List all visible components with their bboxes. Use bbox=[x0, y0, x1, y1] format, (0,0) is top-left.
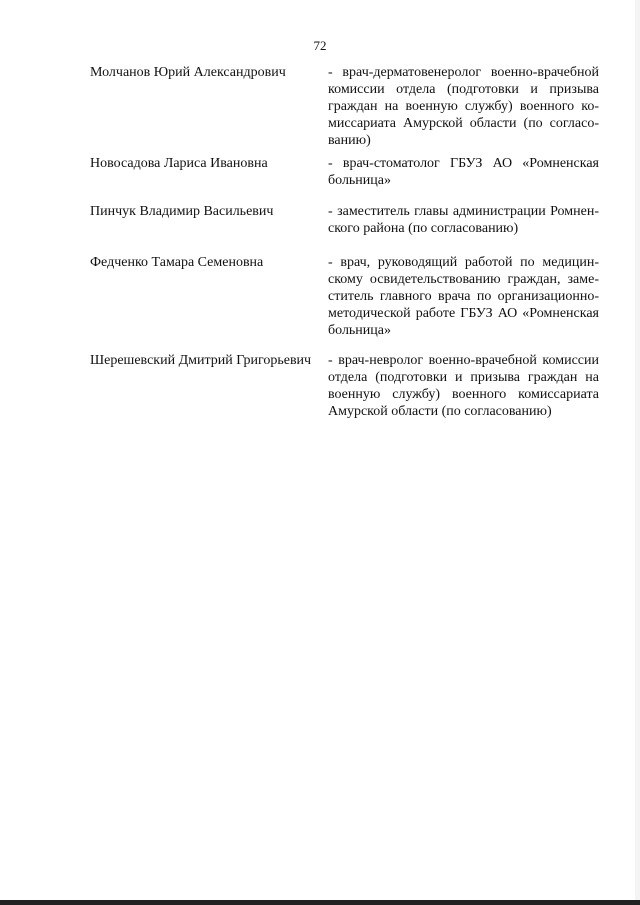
scan-edge-bottom bbox=[0, 900, 640, 905]
member-position: - врач-невролог военно-врачебной комиссии отдела (подготовки и призыва граждан на военную службу) военного комиссариата Амурской области (по согласованию) bbox=[328, 353, 599, 419]
member-position: - врач-стоматолог ГБУЗ АО «Ромненская больница» bbox=[328, 156, 599, 188]
member-name: Пинчук Владимир Васильевич bbox=[90, 204, 274, 219]
member-name: Молчанов Юрий Александрович bbox=[90, 65, 286, 80]
scan-edge-right bbox=[635, 0, 640, 905]
member-name: Федченко Тамара Семеновна bbox=[90, 255, 264, 270]
member-position: - врач-дерматовенеролог военно-врачебной комиссии отдела (подготовки и призыва граждан на военную службу) военного ко-миссариата Амурской области (по согласо-ванию) bbox=[328, 65, 599, 148]
page-number: 72 bbox=[313, 38, 327, 53]
member-name: Новосадова Лариса Ивановна bbox=[90, 156, 268, 171]
member-position: - заместитель главы администрации Ромнен-ского района (по согласованию) bbox=[328, 204, 599, 236]
member-position: - врач, руководящий работой по медицин-скому освидетельствованию граждан, заме-ститель главного врача по организационно-методической работе ГБУЗ АО «Ромненская больница» bbox=[328, 255, 599, 338]
member-name: Шерешевский Дмитрий Григорьевич bbox=[90, 353, 312, 368]
